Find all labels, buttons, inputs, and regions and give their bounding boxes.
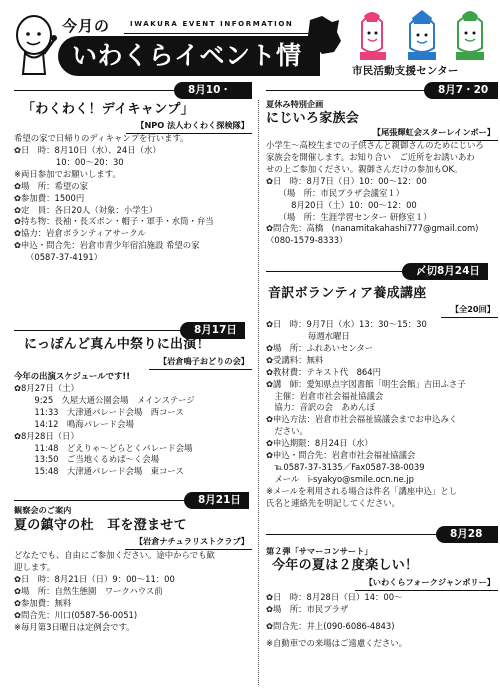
- detail-line: ※メールを利用される場合は件名「講座申込」とし: [266, 485, 458, 496]
- detail-line: 13:50 ご当地くるめぱ～く会場: [26, 454, 160, 465]
- detail-line: ※毎月第3日曜日は定例会です。: [14, 621, 135, 632]
- detail-line: ✿場 所：自然生態園 ワークハウス前: [14, 585, 163, 596]
- event-title: 音訳ボランティア養成講座: [268, 286, 427, 301]
- detail-line: ✿受講料：無料: [266, 354, 324, 365]
- event-details: [266, 592, 498, 650]
- detail-line: ✿問合先：井上(090-6086-4843): [266, 620, 395, 631]
- detail-line: ✿参加費：無料: [14, 597, 72, 608]
- detail-line: ※両日参加でお願いします。: [14, 168, 121, 179]
- event-details: [266, 319, 498, 510]
- event-organizer: 【岩倉ナチュラリストクラブ】: [125, 536, 252, 550]
- event-rule: [14, 90, 174, 91]
- event-date-badge: 〆切8月24日: [402, 263, 488, 280]
- detail-line: （場 所：生涯学習センター 研修室１）: [266, 211, 432, 222]
- detail-line: 11:48 どえりゃ～どらとくパレード会場: [26, 442, 193, 453]
- event-title: 今年の夏は２度楽しい！: [272, 558, 419, 573]
- event-organizer: 【岩倉鳴子おどりの会】: [149, 356, 252, 370]
- event-title: 夏の鎮守の杜 耳を澄ませて: [14, 518, 187, 533]
- detail-line: ✿持ち物：長袖・長ズボン・帽子・軍手・水筒・弁当: [14, 216, 214, 227]
- detail-line: （080-1579-8333）: [266, 235, 348, 246]
- header-org-name: 市民活動支援センター: [352, 65, 459, 77]
- header-small-title: 今月の: [62, 17, 111, 35]
- detail-line: ℡0587-37-3135／Fax0587-38-0039: [266, 462, 425, 473]
- detail-line: ✿申込・問合先：岩倉市青少年宿泊施設 希望の家: [14, 240, 200, 251]
- city-map-icon: [306, 14, 342, 56]
- event-title: にっぽんど真ん中祭りに出演！: [24, 337, 210, 352]
- detail-line: 氏名と連絡先を明記してください。: [266, 497, 400, 508]
- detail-line: 家族会を開催します。お知り合い ご近所をお誘いあわ: [266, 151, 475, 162]
- detail-line: せの上ご参加ください。親御さんだけの参加もOK。: [266, 163, 463, 174]
- event-organizer: 【NPO 法人わくわく探検隊】: [126, 120, 252, 134]
- event-details: [14, 133, 252, 264]
- detail-line: （0587-37-4191）: [26, 252, 103, 263]
- event-details: [266, 140, 498, 247]
- detail-line: ✿日 時：8月7日（日）10：00～12：00: [266, 175, 427, 186]
- event-rule: [266, 271, 402, 272]
- mascot-icon: [10, 14, 58, 80]
- event-rule: [14, 330, 180, 331]
- event-pretitle: 観察会のご案内: [14, 505, 72, 515]
- detail-line: 今年の出演スケジュールです!!: [14, 371, 131, 381]
- detail-line: ✿問合先：高橋 (nanamitakahashi777@gmail.com): [266, 223, 479, 234]
- detail-line: 協力：音訳の会 あめんぼ: [266, 402, 375, 413]
- event-title: にじいろ家族会: [266, 111, 360, 126]
- detail-line: ✿定 員：各日20人（対象：小学生）: [14, 204, 158, 215]
- detail-line: 毎週水曜日: [266, 330, 350, 341]
- detail-line: ✿日 時：8月28日（日）14：00～: [266, 592, 403, 602]
- detail-line: ✿日 時：8月21日（日）9：00～11：00: [14, 573, 175, 584]
- detail-line: ✿日 時：8月10日（水）、24日（水）: [14, 144, 161, 155]
- detail-line: ださい。: [266, 426, 308, 437]
- detail-line: 15:48 大津通パレード会場 東コース: [26, 466, 184, 477]
- detail-line: 希望の家で日帰りのディキャンプを行います。: [14, 133, 189, 143]
- event-organizer: 【いわくらフォークジャンボリー】: [355, 577, 498, 591]
- event-organizer: 【尾張輝虹会スターレインボー】: [363, 127, 498, 141]
- header-subtitle: IWAKURA EVENT INFORMATION: [130, 20, 294, 28]
- event-organizer: 【全20回】: [441, 304, 498, 318]
- event-date-badge: 8月21日: [184, 492, 249, 509]
- detail-line: ✿場 所：ふれあいセンター: [266, 342, 374, 353]
- event-rule: [266, 90, 424, 91]
- detail-line: ✿申込・問合先：岩倉市社会福祉協議会: [266, 450, 416, 461]
- event-pretitle: 夏休み特別企画: [266, 99, 324, 109]
- event-date-badge: 8月28日: [436, 526, 498, 543]
- event-details: [14, 371, 252, 478]
- detail-line: どなたでも、自由にご参加ください。途中からでも歓: [14, 550, 215, 560]
- detail-line: メール i-syakyo@smile.ocn.ne.jp: [266, 473, 414, 484]
- detail-line: ✿協力：岩倉ボランティアサークル: [14, 228, 146, 239]
- event-rule: [14, 500, 184, 501]
- detail-line: （場 所：市民プラザ会議室１）: [266, 187, 405, 198]
- header-rule: [124, 33, 314, 34]
- detail-line: 9:25 久屋大通公園会場 メインステージ: [26, 394, 195, 405]
- column-divider: [258, 100, 259, 685]
- detail-line: 小学生～高校生までの子供さんと親御さんのためにじいろ: [266, 140, 484, 150]
- detail-line: 主催：岩倉市社会福祉協議会: [266, 390, 384, 401]
- detail-line: ✿8月27日（土）: [14, 382, 79, 393]
- event-details: [14, 550, 252, 633]
- detail-line: ✿申込期限：8月24日（水）: [266, 438, 373, 449]
- detail-line: ✿8月28日（日）: [14, 430, 79, 441]
- detail-line: ✿申込方法：岩倉市社会福祉協議会までお申込みく: [266, 414, 458, 425]
- detail-line: 迎します。: [14, 561, 56, 572]
- event-title: 「わくわく！デイキャンプ」: [22, 102, 194, 117]
- detail-line: ※自動車での来場はご遠慮ください。: [266, 637, 408, 648]
- event-date-badge: 8月10・24日: [174, 82, 252, 99]
- detail-line: 8月20日（土）10：00～12：00: [266, 199, 417, 210]
- detail-line: ✿参加費：1500円: [14, 192, 85, 203]
- event-rule: [266, 534, 436, 535]
- detail-line: ✿教材費：テキスト代 864円: [266, 366, 381, 377]
- detail-line: ✿場 所：市民プラザ: [266, 603, 349, 614]
- detail-line: ✿講 師：愛知県点字図書館「明生会館」吉田ふさ子: [266, 378, 466, 389]
- detail-line: 14:12 鳴海パレード会場: [26, 418, 134, 429]
- detail-line: ✿問合先：川口(0587-56-0051): [14, 609, 138, 620]
- event-date-badge: 8月7・20日: [424, 82, 498, 99]
- event-pretitle: 第２弾「サマーコンサート」: [266, 546, 373, 556]
- detail-line: 11:33 大津通パレード会場 西コース: [26, 406, 184, 417]
- detail-line: ✿場 所：希望の家: [14, 180, 89, 191]
- detail-line: 10：00～20：30: [14, 156, 124, 167]
- event-date-badge: 8月17日: [180, 322, 245, 339]
- detail-line: ✿日 時：9月7日（水）13：30～15：30: [266, 319, 427, 329]
- header-main-title: いわくらイベント情報: [58, 36, 320, 76]
